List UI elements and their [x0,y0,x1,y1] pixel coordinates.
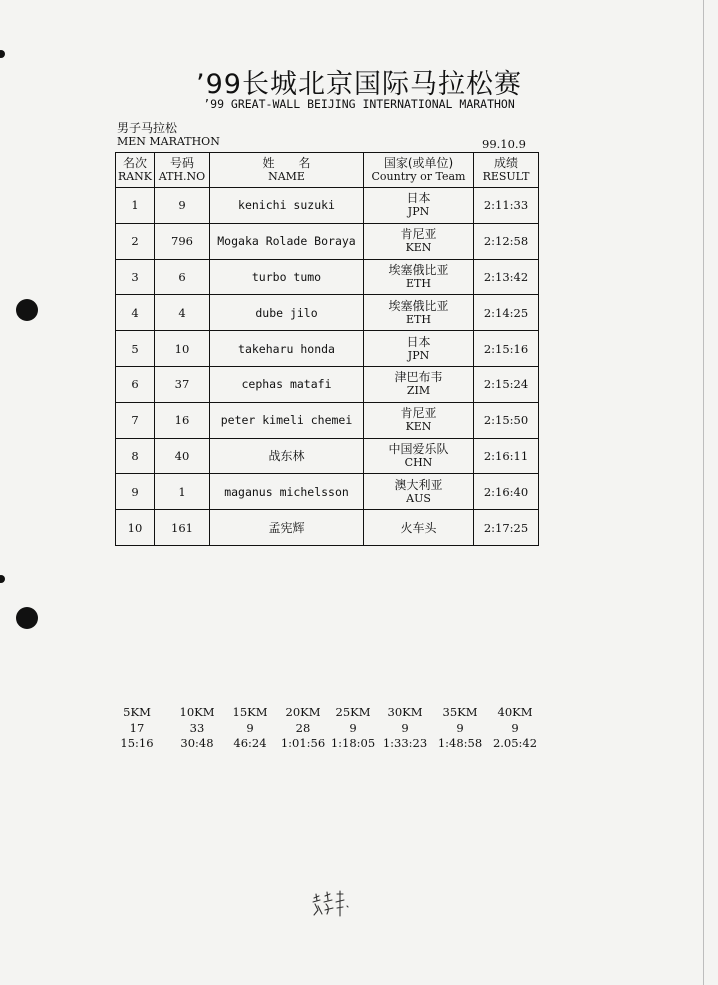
table-row [116,402,539,438]
page-edge [703,0,704,985]
table-header-row [116,153,539,188]
split-time: 1:33:23 [382,736,428,750]
punch-hole-small-top [0,50,5,58]
split-time: 30:48 [180,736,214,750]
header-result: 成绩 RESULT [474,153,539,188]
header-name: 姓 名 NAME [210,153,364,188]
split-distance: 10KM [179,705,215,719]
header-rank: 名次 RANK [116,153,155,188]
name-cell: Mogaka Rolade Boraya [210,223,364,259]
split-time: 1:18:05 [330,736,376,750]
rank-cell: 5 [116,331,155,367]
split-rank: 9 [511,720,519,735]
country-cell: 日本 JPN [364,188,474,224]
table-row [116,223,539,259]
split-distance: 5KM [123,705,151,719]
split-rank: 9 [246,720,254,735]
rank-cell: 2 [116,223,155,259]
split-time: 46:24 [233,736,267,750]
split-distance: 15KM [232,705,268,719]
athlete-number-cell: 1 [155,474,210,510]
name-cell: turbo tumo [210,259,364,295]
punch-hole-upper [16,299,38,321]
table-row [116,474,539,510]
rank-cell: 7 [116,402,155,438]
country-cell: 中国爱乐队 CHN [364,438,474,474]
result-cell: 2:16:40 [474,474,539,510]
rank-cell: 8 [116,438,155,474]
athlete-number-cell: 10 [155,331,210,367]
table-row [116,259,539,295]
country-cell: 肯尼亚 KEN [364,223,474,259]
title-english: ’99 GREAT-WALL BEIJING INTERNATIONAL MARATHON [203,97,515,111]
athlete-number-cell: 796 [155,223,210,259]
table-row [116,295,539,331]
athlete-number-cell: 16 [155,402,210,438]
split-rank: 9 [456,720,464,735]
table-row [116,188,539,224]
athlete-number-cell: 6 [155,259,210,295]
split-column [480,705,550,752]
split-distance: 25KM [335,705,371,719]
country-cell: 埃塞俄比亚 ETH [364,295,474,331]
header-country: 国家(或单位) Country or Team [364,153,474,188]
race-date: 99.10.9 [482,137,526,151]
rank-cell: 1 [116,188,155,224]
rank-cell: 6 [116,366,155,402]
punch-hole-small-middle [0,575,5,583]
split-rank: 17 [129,720,145,735]
name-cell: maganus michelsson [210,474,364,510]
country-cell: 澳大利亚 AUS [364,474,474,510]
athlete-number-cell: 40 [155,438,210,474]
rank-cell: 4 [116,295,155,331]
country-cell: 肯尼亚 KEN [364,402,474,438]
result-cell: 2:12:58 [474,223,539,259]
handwritten-signature [310,888,362,922]
result-cell: 2:15:24 [474,366,539,402]
split-rank: 9 [349,720,357,735]
country-cell: 日本 JPN [364,331,474,367]
result-cell: 2:11:33 [474,188,539,224]
table-row [116,331,539,367]
result-cell: 2:14:25 [474,295,539,331]
header-athlete-number: 号码 ATH.NO [155,153,210,188]
split-rank: 9 [401,720,409,735]
table-row [116,438,539,474]
name-cell: peter kimeli chemei [210,402,364,438]
result-cell: 2:15:50 [474,402,539,438]
split-rank: 33 [189,720,205,735]
punch-hole-lower [16,607,38,629]
results-table [115,152,539,546]
name-cell: cephas matafi [210,366,364,402]
split-distance: 30KM [387,705,423,719]
table-row [116,510,539,546]
rank-cell: 3 [116,259,155,295]
name-cell: dube jilo [210,295,364,331]
split-time: 1:01:56 [280,736,326,750]
name-cell: kenichi suzuki [210,188,364,224]
result-cell: 2:17:25 [474,510,539,546]
name-cell: 孟宪辉 [210,510,364,546]
name-cell: takeharu honda [210,331,364,367]
split-time: 1:48:58 [437,736,483,750]
country-cell: 火车头 [364,510,474,546]
athlete-number-cell: 4 [155,295,210,331]
split-time: 2.05:42 [492,736,538,750]
event-name-english: MEN MARATHON [117,135,220,148]
result-cell: 2:15:16 [474,331,539,367]
country-cell: 埃塞俄比亚 ETH [364,259,474,295]
rank-cell: 10 [116,510,155,546]
result-cell: 2:13:42 [474,259,539,295]
rank-cell: 9 [116,474,155,510]
split-rank: 28 [295,720,311,735]
athlete-number-cell: 161 [155,510,210,546]
split-distance: 20KM [285,705,321,719]
athlete-number-cell: 37 [155,366,210,402]
result-cell: 2:16:11 [474,438,539,474]
name-cell: 战东林 [210,438,364,474]
title-chinese: ’99长城北京国际马拉松赛 [196,69,522,100]
athlete-number-cell: 9 [155,188,210,224]
table-row [116,366,539,402]
split-distance: 40KM [497,705,533,719]
event-name-chinese: 男子马拉松 [117,121,178,135]
country-cell: 津巴布韦 ZIM [364,366,474,402]
split-time: 15:16 [120,736,154,750]
split-distance: 35KM [442,705,478,719]
